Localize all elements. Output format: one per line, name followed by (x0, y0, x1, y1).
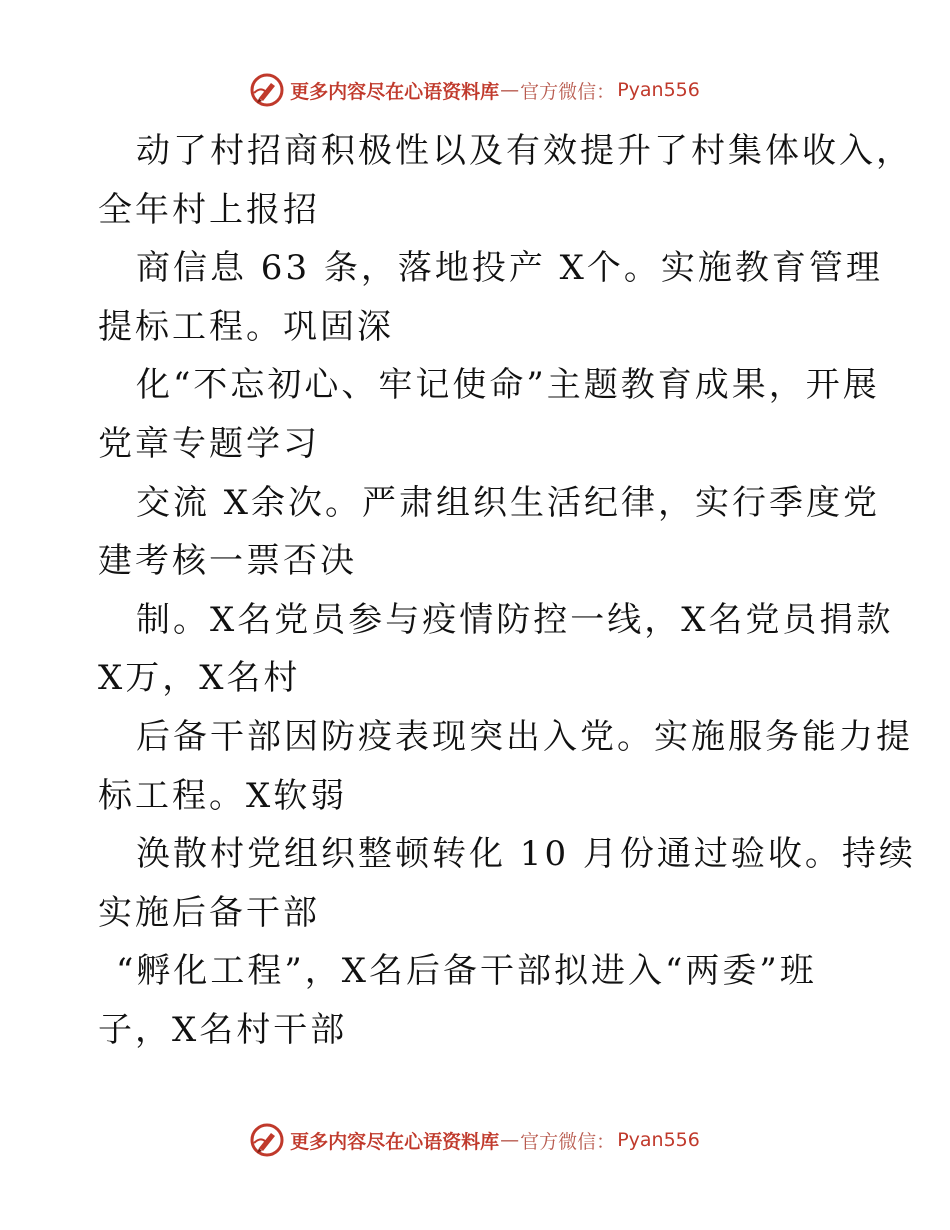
body-line: 动了村招商积极性以及有效提升了村集体收入， (136, 131, 913, 171)
body-line: X万，X名村 (98, 658, 301, 699)
footer-handle: Pyan556 (617, 1129, 700, 1151)
body-line: 党章专题学习 (98, 423, 320, 464)
header-dash: — (500, 79, 520, 101)
body-line: 子，X名村干部 (98, 1009, 348, 1050)
body-line: 全年村上报招 (98, 189, 320, 230)
pen-logo-icon (250, 1123, 284, 1157)
body-line: 实施后备干部 (98, 892, 320, 933)
body-line: 标工程。X软弱 (98, 775, 348, 816)
body-line: 涣散村党组织整顿转化 10 月份通过验收。持续 (136, 834, 916, 875)
document-body (98, 122, 916, 1060)
footer-main-text: 更多内容尽在心语资料库 (290, 1130, 500, 1153)
body-line: 商信息 63 条，落地投产 X个。实施教育管理 (136, 248, 883, 289)
header-sub-text: 官方微信： (520, 80, 616, 103)
body-line: 交流 X余次。严肃组织生活纪律，实行季度党 (136, 482, 881, 523)
body-line: 化“不忘初心、牢记使命”主题教育成果，开展 (136, 365, 880, 406)
header-watermark (0, 70, 950, 110)
body-line: 建考核一票否决 (98, 541, 357, 582)
body-line: 制。X名党员参与疫情防控一线，X名党员捐款 (136, 599, 894, 640)
header-handle: Pyan556 (617, 79, 700, 101)
body-line: 提标工程。巩固深 (98, 306, 394, 347)
footer-sub-text: 官方微信： (520, 1130, 616, 1153)
body-line: 后备干部因防疫表现突出入党。实施服务能力提 (136, 716, 913, 757)
footer-dash: — (500, 1129, 520, 1151)
header-main-text: 更多内容尽在心语资料库 (290, 80, 500, 103)
pen-logo-icon (250, 73, 284, 107)
footer-watermark (0, 1120, 950, 1160)
body-line: “孵化工程”，X名后备干部拟进入“两委”班 (116, 951, 817, 992)
